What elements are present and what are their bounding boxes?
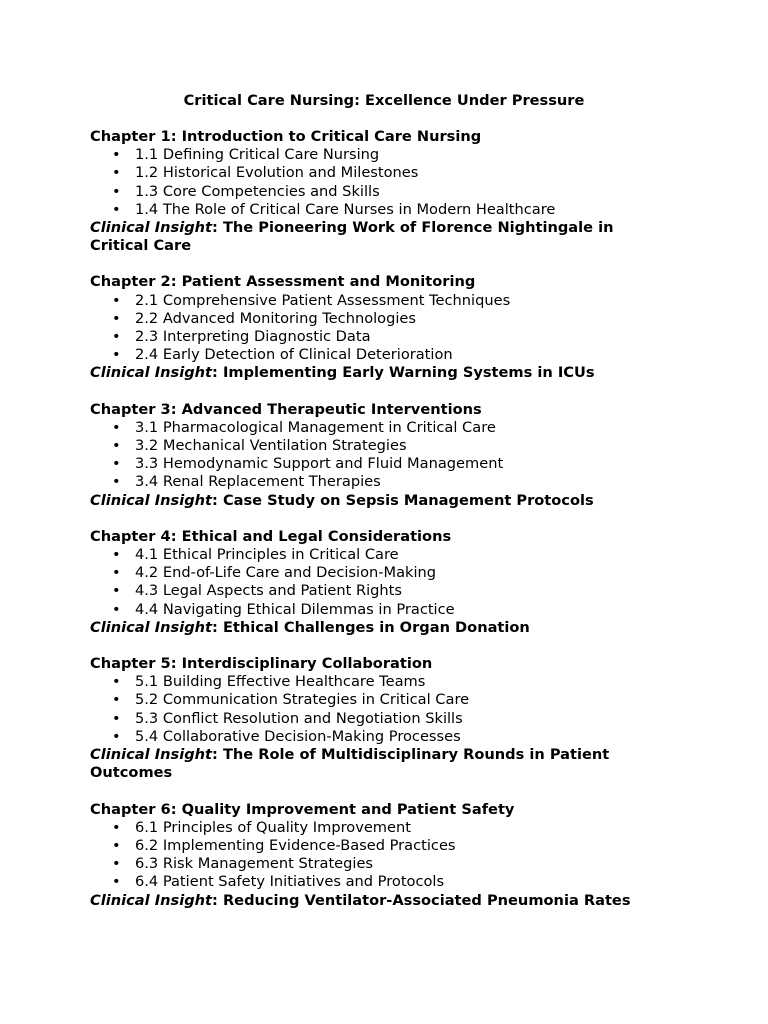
- chapter-3: [90, 401, 650, 510]
- bullet-icon: •: [112, 582, 121, 600]
- bullet-icon: •: [112, 200, 121, 218]
- section-item: [90, 437, 650, 455]
- section-item: [90, 837, 650, 855]
- insight-text: The Pioneering Work of Florence Nightingale in Critical Care: [90, 219, 614, 255]
- section-list: [90, 819, 650, 892]
- section-item: [90, 164, 650, 182]
- section-item: [90, 873, 650, 891]
- document-title: Critical Care Nursing: Excellence Under Pressure: [183, 92, 585, 109]
- section-item: [90, 601, 650, 619]
- clinical-insight: [90, 746, 650, 782]
- section-item: [90, 310, 650, 328]
- section-item: [90, 819, 650, 837]
- chapter-heading: Chapter 2: Patient Assessment and Monitoring: [90, 273, 476, 291]
- section-item: [90, 710, 650, 728]
- bullet-icon: •: [112, 691, 121, 709]
- section-title: 5.4 Collaborative Decision-Making Processes: [135, 727, 461, 745]
- section-title: 4.4 Navigating Ethical Dilemmas in Practice: [135, 600, 455, 618]
- section-title: 3.3 Hemodynamic Support and Fluid Management: [135, 455, 504, 473]
- section-item: [90, 691, 650, 709]
- bullet-icon: •: [112, 164, 121, 182]
- section-item: [90, 564, 650, 582]
- section-item: [90, 673, 650, 691]
- bullet-icon: •: [112, 709, 121, 727]
- section-title: 3.1 Pharmacological Management in Critical Care: [135, 418, 496, 436]
- bullet-icon: •: [112, 146, 121, 164]
- section-list: [90, 292, 650, 365]
- section-item: [90, 328, 650, 346]
- insight-label: Clinical Insight: [90, 491, 213, 509]
- bullet-icon: •: [112, 346, 121, 364]
- section-title: 1.3 Core Competencies and Skills: [135, 182, 380, 200]
- insight-text: Ethical Challenges in Organ Donation: [222, 618, 530, 636]
- section-title: 4.3 Legal Aspects and Patient Rights: [135, 582, 402, 600]
- insight-separator: :: [212, 364, 223, 382]
- section-item: [90, 582, 650, 600]
- chapter-heading: Chapter 3: Advanced Therapeutic Interventions: [90, 400, 482, 418]
- section-item: [90, 473, 650, 491]
- bullet-icon: •: [112, 455, 121, 473]
- section-item: [90, 146, 650, 164]
- bullet-icon: •: [112, 873, 121, 891]
- section-title: 6.4 Patient Safety Initiatives and Protocols: [135, 873, 445, 891]
- section-title: 5.1 Building Effective Healthcare Teams: [135, 673, 426, 691]
- chapter-2: [90, 273, 650, 382]
- bullet-icon: •: [112, 564, 121, 582]
- insight-text: Reducing Ventilator-Associated Pneumonia Rates: [222, 891, 631, 909]
- insight-text: The Role of Multidisciplinary Rounds in Patient Outcomes: [90, 746, 610, 782]
- bullet-icon: •: [112, 437, 121, 455]
- bullet-icon: •: [112, 291, 121, 309]
- section-title: 2.4 Early Detection of Clinical Deterioration: [135, 346, 453, 364]
- insight-label: Clinical Insight: [90, 746, 213, 764]
- chapter-5: [90, 655, 650, 782]
- chapter-heading: Chapter 4: Ethical and Legal Considerations: [90, 527, 452, 545]
- section-item: [90, 728, 650, 746]
- bullet-icon: •: [112, 473, 121, 491]
- clinical-insight: [90, 892, 650, 910]
- section-title: 4.2 End-of-Life Care and Decision-Making: [135, 564, 437, 582]
- bullet-icon: •: [112, 836, 121, 854]
- section-title: 5.3 Conflict Resolution and Negotiation Skills: [135, 709, 463, 727]
- section-item: [90, 455, 650, 473]
- insight-separator: :: [212, 891, 223, 909]
- section-item: [90, 292, 650, 310]
- section-item: [90, 346, 650, 364]
- chapter-6: [90, 801, 650, 910]
- section-title: 2.3 Interpreting Diagnostic Data: [135, 328, 371, 346]
- section-title: 4.1 Ethical Principles in Critical Care: [135, 546, 399, 564]
- insight-text: Implementing Early Warning Systems in ICUs: [222, 364, 595, 382]
- section-title: 6.3 Risk Management Strategies: [135, 855, 374, 873]
- insight-label: Clinical Insight: [90, 219, 213, 237]
- bullet-icon: •: [112, 546, 121, 564]
- clinical-insight: [90, 364, 650, 382]
- section-title: 3.2 Mechanical Ventilation Strategies: [135, 437, 407, 455]
- section-item: [90, 419, 650, 437]
- bullet-icon: •: [112, 818, 121, 836]
- chapter-heading: Chapter 5: Interdisciplinary Collaboration: [90, 655, 433, 673]
- section-title: 1.1 Defining Critical Care Nursing: [135, 146, 380, 164]
- insight-label: Clinical Insight: [90, 618, 213, 636]
- insight-separator: :: [212, 618, 223, 636]
- section-item: [90, 183, 650, 201]
- document-page: [90, 92, 650, 910]
- bullet-icon: •: [112, 418, 121, 436]
- chapter-heading: Chapter 1: Introduction to Critical Care Nursing: [90, 128, 482, 145]
- insight-separator: :: [212, 219, 223, 237]
- section-title: 1.2 Historical Evolution and Milestones: [135, 164, 419, 182]
- bullet-icon: •: [112, 309, 121, 327]
- section-list: [90, 673, 650, 746]
- chapter-heading: Chapter 6: Quality Improvement and Patient Safety: [90, 800, 515, 818]
- insight-label: Clinical Insight: [90, 891, 213, 909]
- chapter-list: [90, 128, 650, 910]
- section-list: [90, 146, 650, 219]
- clinical-insight: [90, 619, 650, 637]
- insight-label: Clinical Insight: [90, 364, 213, 382]
- clinical-insight: [90, 492, 650, 510]
- insight-separator: :: [212, 491, 223, 509]
- chapter-4: [90, 528, 650, 637]
- clinical-insight: [90, 219, 650, 255]
- chapter-1: [90, 128, 650, 255]
- bullet-icon: •: [112, 182, 121, 200]
- section-title: 6.1 Principles of Quality Improvement: [135, 818, 411, 836]
- insight-separator: :: [212, 746, 223, 764]
- section-item: [90, 855, 650, 873]
- bullet-icon: •: [112, 328, 121, 346]
- section-title: 2.1 Comprehensive Patient Assessment Techniques: [135, 291, 511, 309]
- section-title: 1.4 The Role of Critical Care Nurses in Modern Healthcare: [135, 200, 556, 218]
- section-item: [90, 546, 650, 564]
- insight-text: Case Study on Sepsis Management Protocols: [222, 491, 594, 509]
- section-title: 6.2 Implementing Evidence-Based Practices: [135, 836, 456, 854]
- bullet-icon: •: [112, 855, 121, 873]
- section-list: [90, 419, 650, 492]
- section-list: [90, 546, 650, 619]
- section-title: 5.2 Communication Strategies in Critical Care: [135, 691, 470, 709]
- bullet-icon: •: [112, 727, 121, 745]
- bullet-icon: •: [112, 600, 121, 618]
- section-title: 2.2 Advanced Monitoring Technologies: [135, 309, 416, 327]
- section-item: [90, 201, 650, 219]
- section-title: 3.4 Renal Replacement Therapies: [135, 473, 381, 491]
- bullet-icon: •: [112, 673, 121, 691]
